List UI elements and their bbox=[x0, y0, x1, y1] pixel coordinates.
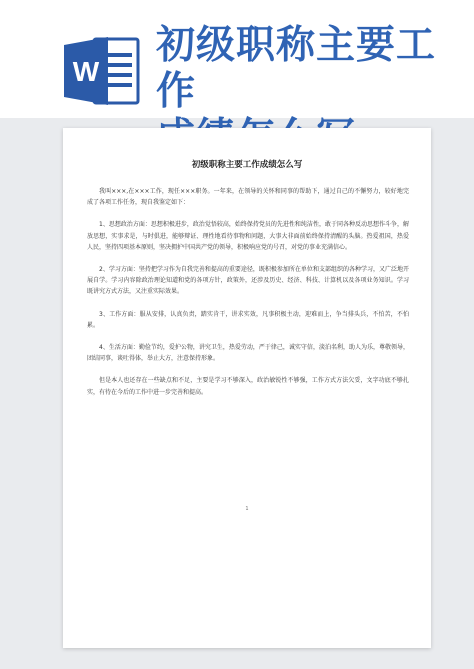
page-number: 1 bbox=[245, 506, 249, 512]
paragraph-intro: 我叫×××,在×××工作，现任×××职务。一年来，在领导的关怀和同事的帮助下，通过自己的不懈努力，较好地完成了各项工作任务，现自我鉴定如下： bbox=[87, 188, 409, 207]
paragraph-life: 4、生活方面：勤俭节约，爱护公物，讲究卫生，热爱劳动，严于律己，诚实守信，淡泊名利，助人为乐，尊敬领导，团结同事，谈吐得体，举止大方，注意保持形象。 bbox=[87, 344, 409, 363]
banner-header bbox=[0, 0, 474, 118]
banner-title-line-1: 初级职称主要工作 bbox=[156, 23, 437, 114]
word-logo-letter: W bbox=[72, 56, 100, 87]
document-title: 初级职称主要工作成绩怎么写 bbox=[191, 160, 303, 170]
document-page bbox=[63, 128, 431, 648]
paragraph-political: 1、思想政治方面：思想积极进步，政治觉悟较高，始终保持党员的先进性和纯洁性，敢于同各种反动思想作斗争，解放思想，实事求是，与时俱进，能够辩证、理性地看待事物和问题，大事大非面前始终保持清醒的头脑。热爱祖国，热爱人民，坚持四项基本原则，坚决拥护中国共产党的领导，积极响应党的号召，对党的事业充满信心。 bbox=[87, 221, 409, 251]
paragraph-work: 3、工作方面：服从安排，认真负责，踏实肯干，讲求实效，凡事积极主动，迎难而上，争当排头兵，不怕苦，不怕累。 bbox=[87, 310, 409, 329]
paragraph-shortcomings: 但是本人也还存在一些缺点和不足，主要是学习不够深入，政治敏锐性不够强，工作方式方法欠妥，文字功底不够扎实，有待在今后的工作中进一步完善和提高。 bbox=[87, 377, 409, 396]
word-document-icon bbox=[64, 33, 140, 109]
paragraph-study: 2、学习方面：坚持把学习作为自我完善和提高的重要途径，既积极参加所在单位和支部组织的各种学习，又广泛地开展自学。学习内容除政治理论知道和党的各项方针，政策外，还涉及历史、经济、科技、计算机以及各项业务知识。学习既讲究方式方法，又注重实际效果。 bbox=[87, 266, 409, 296]
document-body bbox=[87, 186, 409, 409]
